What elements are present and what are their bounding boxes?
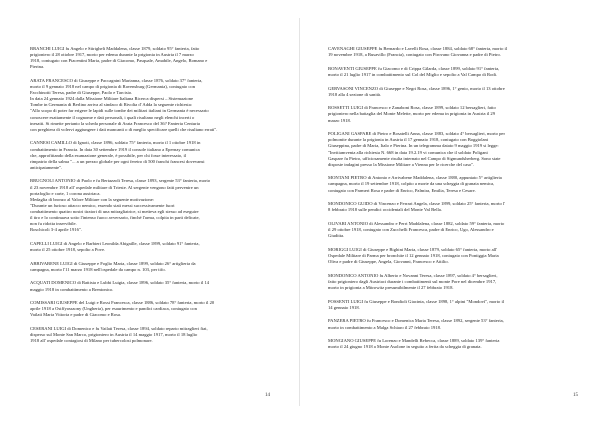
entry-line: il 23 novembre 1918 all' ospedale militare di Trieste. Al sergente vengono fatti pervenire un bbox=[30, 184, 199, 190]
entry-line: BONAVENTI GIUSEPPE fu Giacomo e di Crippa Gilarda, classe 1899, soldato 91° fanteria, bbox=[328, 65, 500, 71]
entry-line: Oliva e padre di Giuseppe, Angela, Giovanni, Francesco e Attilio. bbox=[328, 259, 449, 265]
biography-entry bbox=[328, 201, 574, 213]
entry-line: "Allo scopo di poter far erigere le lapidi sulle tombe dei militari italiani in Germania è necessario bbox=[30, 108, 209, 114]
right-page bbox=[300, 0, 600, 424]
entry-line: MONDONICO GUIDO di Vincenzo e Ferrari Angela, classe 1899, soldato 25° fanteria, morto l' bbox=[328, 201, 506, 207]
biography-entry bbox=[328, 299, 574, 311]
entry-line: ROSSETTI LUIGI di Francesco e Zanaboni Rosa, classe 1899, soldato 12 bersaglieri, fatto bbox=[328, 105, 496, 111]
entry-line: ARATA FRANCESCO di Giuseppe e Paccagnini Marianna, classe 1876, soldato 37° fanteria, bbox=[30, 77, 203, 83]
entry-line: 1918 all' ospedale contagiosi di Milano per tubercolosi polmonare. bbox=[30, 338, 153, 344]
entry-line: morto il 24 giugno 1918 a Monte Asolone in seguito a ferita da scheggia di granata. bbox=[328, 344, 482, 350]
entry-line: morto in prigionia a Mitrowitz presumibilmente il 27 febbraio 1918. bbox=[328, 284, 454, 290]
entry-line: combattimento quattro nostri tiratori di una mitragliatrice, si metteva egli stesso ad eseguire bbox=[30, 208, 199, 214]
biography-entry bbox=[328, 247, 574, 265]
entry-line: fatto prigioniero dagli Austriaci durante i combattimenti sul monte Pore nel dicembre 1917, bbox=[328, 278, 497, 284]
biography-entry bbox=[30, 178, 270, 233]
entry-line: OLIVARI ANTONIO di Alessandro e Perri Maddalena, classe 1882, soldato 59° fanteria, morto bbox=[328, 221, 505, 227]
biography-entry bbox=[328, 318, 574, 330]
entry-line: prigioniero il 28 ottobre 1917, morto per edema durante la prigionia in Austria il 7 marzo bbox=[30, 52, 194, 58]
entry-line: il tiro e lo continuava sotto l'intenso fuoco avversario, finché l'arma, colpita in parti delicate, bbox=[30, 215, 200, 221]
entry-line: CANNESI CAMILLO di Ignoti, classe 1896, soldato 75° fanteria, morto il 1 ottobre 1918 in bbox=[30, 140, 201, 146]
entry-line: coniugato con Parmeri Rosa e padre di Enrico, Palmira, Emilia, Teresa e Cesare. bbox=[328, 187, 476, 193]
biography-entry bbox=[30, 78, 270, 133]
entry-line: aprile 1918 a Ostffyasszony (Ungheria), per esaurimento e pandici cardiaca, coniugato con bbox=[30, 306, 197, 312]
entry-line: rimpatrio della salma "... a un prezzo globale per ogni feretro di 500 franchi francesi dovevansi bbox=[30, 158, 205, 164]
entry-line: il 29 ottobre 1918, coniugato con Zucchelli Francesca, padre di Enrico, Ugo, Alessandro e bbox=[328, 227, 494, 233]
entry-line: campagna, morto l'11 marzo 1918 nell'ospedale da campo n. 103, per tifo. bbox=[30, 266, 166, 272]
entry-line: inesatti. Si rimette pertanto la scheda personale di Arata Francesco del 36? Fanteria Centuria bbox=[30, 120, 200, 126]
entry-line: CESERANI LUIGI di Domenico e fu Vailati Teresa, classe 1894, soldato reparto mitraglieri fiat, bbox=[30, 326, 208, 332]
biography-entry bbox=[30, 46, 270, 70]
entry-line: Boschicoli 3-4 aprile 1916". bbox=[30, 227, 82, 233]
entry-line: morto il 21 luglio 1917 in combattimento sul Col del Miglio e sepolto a Val Campo di Rodi. bbox=[328, 71, 498, 77]
entry-line: 19 novembre 1918, a Busavillo (Francia), coniugato con Pirovano Giovanna e padre di Pietro. bbox=[328, 52, 501, 58]
biography-entry bbox=[328, 338, 574, 350]
entry-line: PANZERA PIETRO fu Francesco e Domenica Maria Teresa, classe 1892, sergente 53° fanteria, bbox=[328, 318, 504, 324]
entry-line: Medaglia di bronzo al Valore Militare con la seguente motivazione: bbox=[30, 196, 155, 202]
entry-line: CAVENAGHI GIUSEPPE fu Bernardo e Lavelli Rosa, classe 1884, soldato 68° fanteria, morto il bbox=[328, 46, 508, 51]
biography-entry bbox=[30, 241, 270, 253]
entry-line: 14 gennaio 1918. bbox=[328, 304, 360, 310]
biography-entry bbox=[328, 175, 574, 193]
entry-line: Ospedale Militare di Parma per bronchite il 12 gennaio 1918, coniugato con Pontiggia Maria bbox=[328, 253, 499, 258]
entry-line: 8 febbraio 1918 sulle pendici occidentali del Monte Val Bella. bbox=[328, 207, 442, 213]
biography-entry bbox=[30, 261, 270, 273]
biography-entry bbox=[328, 273, 574, 291]
biography-entry bbox=[30, 326, 270, 344]
entry-line: ABBIVABENE LUIGI di Giuseppe e Foglio Maria, classe 1899, soldato 26° artiglieria da bbox=[30, 260, 196, 266]
entry-line: morto in combattimento a Malga Schiaro il 27 febbraio 1918. bbox=[328, 324, 442, 330]
biography-entry bbox=[328, 131, 574, 168]
biography-entry bbox=[30, 300, 270, 318]
entry-line: Vailati Maria Vittoria e padre di Giacomo e Rosa. bbox=[30, 312, 122, 318]
entry-line: MORIGGI LUIGI di Giuseppe e Bighini Maria, classe 1879, soldato 65° fanteria, morto all' bbox=[328, 246, 498, 252]
entry-line: Pierina. bbox=[30, 64, 45, 70]
entry-line: "Durante un furioso attacco nemico, essendo stati messi successivamente fuori bbox=[30, 202, 175, 208]
entry-line: POLIGANI GASPARE di Pietro e Bosatelli Anna, classe 1883, soldato 4° bersaglieri, morto per bbox=[328, 131, 505, 137]
entry-line: 1918 alla 4 sezione di sanità. bbox=[328, 91, 382, 97]
entry-line: maggio 1918 in combattimento a Brentonico. bbox=[30, 286, 114, 292]
entry-line: conoscere esattamente il cognome e dati personali, i quali risultano negli elenchi incerti o bbox=[30, 114, 195, 120]
entry-line: POSSENTI LUIGI fu Giuseppe e Bondioli Giacinta, classe 1898, 1° alpini "Mondovì", morto il bbox=[328, 298, 505, 304]
biography-entry bbox=[30, 280, 270, 292]
entry-line: 1918, coniugato con Piacentini Maria, padre di Giacomo, Pasquale, Amabile, Angelo, Romano e bbox=[30, 58, 208, 64]
right-page-text bbox=[328, 46, 574, 358]
biography-entry bbox=[328, 221, 574, 239]
entry-line: Giuseppina, padre di Maria, Italo e Pierina. In un telegramma datato 9 maggio 1919 si legge: bbox=[328, 143, 499, 149]
entry-line: combattimento in Francia. In data 30 settembre 1919 il console italiano a Epernay comunica bbox=[30, 146, 200, 152]
biography-entry bbox=[328, 46, 574, 58]
entry-line: Gaspare fu Pietro, ufficiosamente risulta internato nel Campo di Sigmundsherberg. Sono state bbox=[328, 155, 501, 161]
page-number-left: 14 bbox=[265, 393, 270, 398]
entry-line: morto il 25 ottobre 1918, sepolto a Pove. bbox=[30, 247, 106, 252]
entry-line: MONDONICO ANTONIO fu Alberto e Novanni Teresa, classe 1897, soldato 4° bersaglieri, bbox=[328, 272, 498, 278]
entry-line: COMISSARI GIUSEPPE del Luigi e Rossi Francesca, classe 1886, soldato 78° fanteria, morto il 20 bbox=[30, 300, 215, 306]
entry-line: con preghiera di volervi aggiungere i dati mancanti o di meglio specificare quelli che risultano errati". bbox=[30, 126, 218, 132]
entry-line: non fu ridotta inservibile. bbox=[30, 221, 77, 227]
entry-line: disposte indagini presso la Missione Militare a Vienna per le ricerche del caso". bbox=[328, 161, 475, 167]
entry-line: Facchinotti Teresa, padre di Giuseppe, Paolo e Tarcisio. bbox=[30, 90, 133, 96]
entry-line: polmonite durante la prigionia in Austria il 17 gennaio 1918, coniugato con Boggiolani bbox=[328, 137, 489, 143]
left-page-text bbox=[30, 46, 270, 352]
entry-line: Tombe in Germania di Berlino arriva al sindaco di Rivolta d' Adda la seguente richiesta: bbox=[30, 102, 193, 108]
entry-line: In data 24 gennaio 1924 dalla Missione Militare Italiana Ricerca dispersi – Sistemazione bbox=[30, 96, 194, 102]
entry-line: CAPELLI LUIGI di Angelo e Barbieri Leonilda Abigaille, classe 1899, soldato 91° fanteria, bbox=[30, 240, 200, 246]
entry-line: morto il 9 gennaio 1918 nel campo di prigionia di Ravensburg (Germania), coniugato con bbox=[30, 84, 195, 90]
entry-line: "Invitiamvenia alla richiesta N. 668 in data 19.2.19 vi comunica che il soldato Poligani bbox=[328, 149, 488, 155]
entry-line: BRUGNOLI ANTONIO di Paolo e fu Bertazzoli Teresa, classe 1893, sergente 53° fanteria, morto bbox=[30, 178, 211, 184]
entry-line: campagna, morto il 19 settembre 1918, colpito a morte da una scheggia di granata nemica, bbox=[328, 181, 495, 187]
entry-line: GERVASONI VINCENZO di Giuseppe e Negri Rosa, classe 1896, 1° genio, morto il 13 ottobre bbox=[328, 85, 505, 91]
biography-entry bbox=[328, 86, 574, 98]
biography-entry bbox=[328, 105, 574, 123]
entry-line: che, approfittando della esumazione generale, è possibile, per chi fosse interessato, il bbox=[30, 152, 187, 158]
entry-line: disperso sul Monte San Marco, prigioniero in Austria il 14 maggio 1917, morto il 18 luglio bbox=[30, 332, 198, 338]
biography-entry bbox=[30, 140, 270, 170]
entry-line: MONTANI PIETRO di Antonio e Arrivabene Maddalena, classe 1880, appuntato 5° artiglieria bbox=[328, 175, 502, 181]
biography-entry bbox=[328, 66, 574, 78]
entry-line: prigioniero nella battaglia del Monte Melette, morto per edema in prigionia in Austria il 29 bbox=[328, 111, 495, 117]
entry-line: portafoglio e carte, 1 corona austriaca. bbox=[30, 190, 101, 196]
page-number-right: 15 bbox=[573, 393, 578, 398]
entry-line: BRANCHI LUIGI fu Angelo e Stirigheli Maddalena, classe 1879, soldato 95° fanteria, fatto bbox=[30, 46, 200, 51]
entry-line: ACQUATI DOMENICO di Battista e Lubbi Luigia, classe 1896, soldato 35° fanteria, morto il 14 bbox=[30, 280, 210, 286]
entry-line: marzo 1918. bbox=[328, 117, 351, 123]
entry-line: Giuditta. bbox=[328, 233, 345, 239]
entry-line: anticipatamente". bbox=[30, 164, 63, 170]
entry-line: MONGIANO GIUSEPPE fu Lorenzo e Mandelli Rebecca, classe 1889, soldato 139° fanteria bbox=[328, 338, 500, 344]
